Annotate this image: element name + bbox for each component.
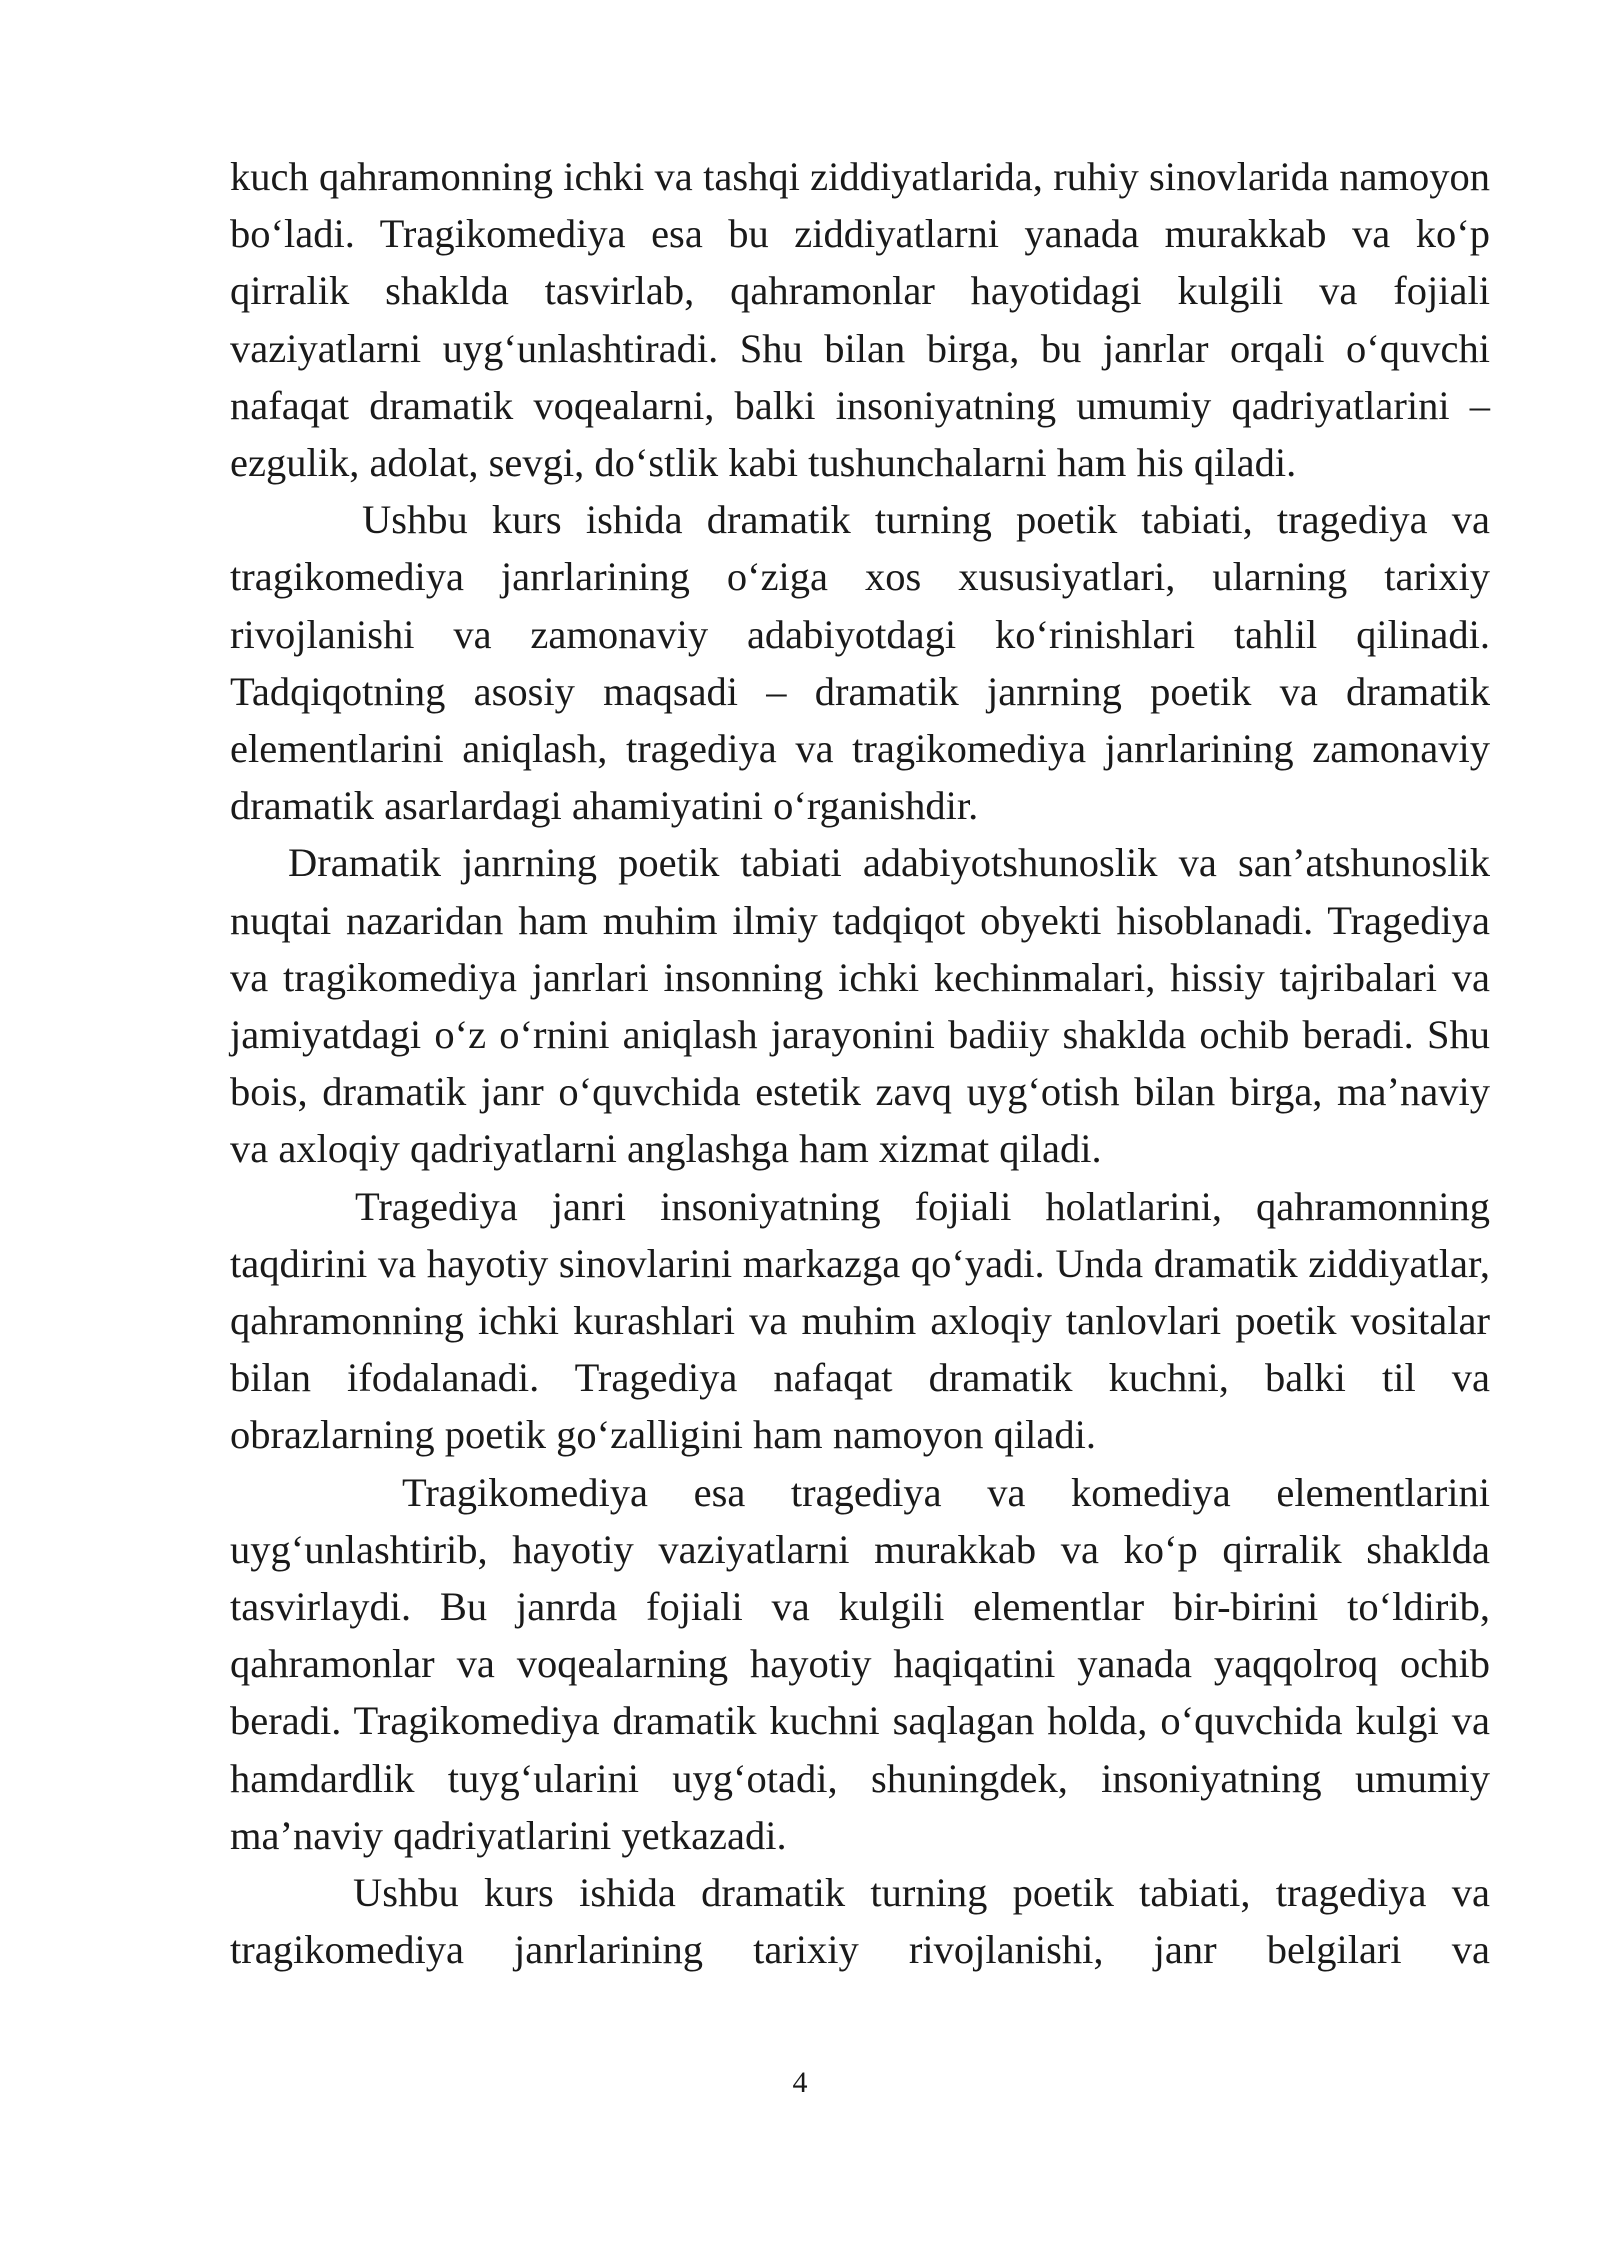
document-page [230, 148, 1490, 1979]
paragraph-5: Tragikomediya esa tragediya va komediya elementlarini uyg‘unlashtirib, hayotiy vaziyatlarni murakkab va ko‘p qirralik shaklda tasvirlaydi. Bu janrda fojiali va kulgili elementlar bir-birini to‘ldirib, qahramonlar va voqealarning hayotiy haqiqatini yanada yaqqolroq ochib beradi. Tragikomediya dramatik kuchni saqlagan holda, o‘quvchida kulgi va hamdardlik tuyg‘ularini uyg‘otadi, shuningdek, insoniyatning umumiy ma’naviy qadriyatlarini yetkazadi. [230, 1469, 1490, 1858]
paragraph-6: Ushbu kurs ishida dramatik turning poetik tabiati, tragediya va tragikomediya janrlarining tarixiy rivojlanishi, janr belgilari va [230, 1870, 1490, 1973]
paragraph-3: Dramatik janrning poetik tabiati adabiyotshunoslik va san’atshunoslik nuqtai nazaridan ham muhim ilmiy tadqiqot obyekti hisoblanadi. Tragediya va tragikomediya janrlari insonning ichki kechinmalari, hissiy tajribalari va jamiyatdagi o‘z o‘rnini aniqlash jarayonini badiiy shaklda ochib beradi. Shu bois, dramatik janr o‘quvchida estetik zavq uyg‘otish bilan birga, ma’naviy va axloqiy qadriyatlarni anglashga ham xizmat qiladi. [230, 840, 1490, 1172]
paragraph-4: Tragediya janri insoniyatning fojiali holatlarini, qahramonning taqdirini va hayotiy sinovlarini markazga qo‘yadi. Unda dramatik ziddiyatlar, qahramonning ichki kurashlari va muhim axloqiy tanlovlari poetik vositalar bilan ifodalanadi. Tragediya nafaqat dramatik kuchni, balki til va obrazlarning poetik go‘zalligini ham namoyon qiladi. [230, 1183, 1490, 1458]
paragraph-1: kuch qahramonning ichki va tashqi ziddiyatlarida, ruhiy sinovlarida namoyon bo‘ladi. Tragikomediya esa bu ziddiyatlarni yanada murakkab va ko‘p qirralik shaklda tasvirlab, qahramonlar hayotidagi kulgili va fojiali vaziyatlarni uyg‘unlashtiradi. Shu bilan birga, bu janrlar orqali o‘quvchi nafaqat dramatik voqealarni, balki insoniyatning umumiy qadriyatlarini – ezgulik, adolat, sevgi, do‘stlik kabi tushunchalarni ham his qiladi. [230, 154, 1490, 486]
paragraph-2: Ushbu kurs ishida dramatik turning poetik tabiati, tragediya va tragikomediya janrlarining o‘ziga xos xususiyatlari, ularning tarixiy rivojlanishi va zamonaviy adabiyotdagi ko‘rinishlari tahlil qilinadi. Tadqiqotning asosiy maqsadi – dramatik janrning poetik va dramatik elementlarini aniqlash, tragediya va tragikomediya janrlarining zamonaviy dramatik asarlardagi ahamiyatini o‘rganishdir. [230, 497, 1490, 829]
page-number: 4 [792, 2066, 808, 2099]
